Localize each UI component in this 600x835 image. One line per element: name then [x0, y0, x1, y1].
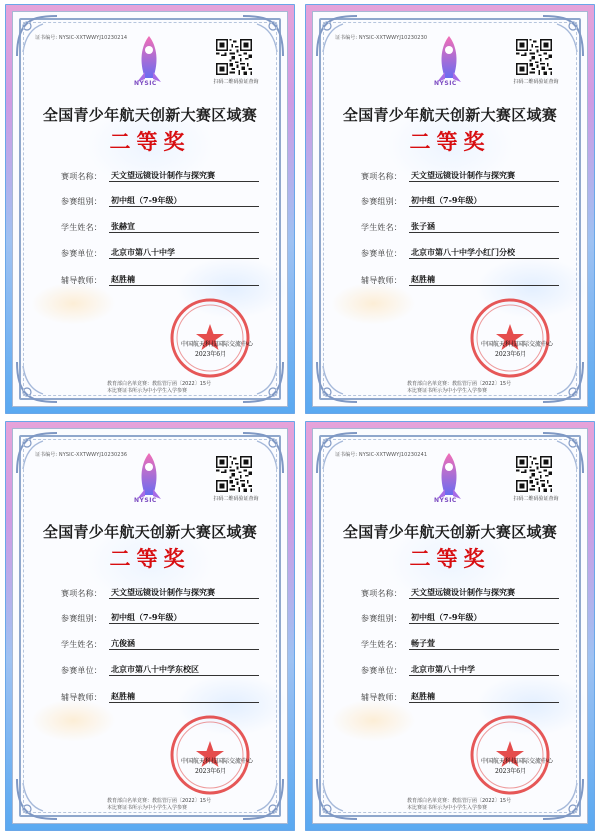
- field-group: [353, 193, 559, 209]
- field-value: 天文望远镜设计制作与探究赛: [411, 587, 515, 597]
- field-underline: [109, 232, 259, 233]
- field-value: 天文望远镜设计制作与探究赛: [111, 170, 215, 180]
- issue-date: 2023年6月: [195, 768, 227, 775]
- field-group: [353, 610, 559, 626]
- official-seal-icon: [168, 296, 252, 380]
- corner-ornament-icon: [15, 777, 59, 821]
- field-value: 畅子萱: [411, 638, 435, 648]
- field-value: 北京市第八十中学: [411, 664, 475, 674]
- field-label: 参赛单位：: [361, 666, 402, 675]
- certificate-serial: 证书编号: NYSIC-XXTWWYJ10230230: [335, 35, 428, 41]
- qr-code-icon[interactable]: [216, 456, 252, 492]
- field-value: 赵胜楠: [411, 274, 435, 284]
- certificate-title: 全国青少年航天创新大赛区域赛: [42, 106, 258, 124]
- corner-ornament-icon: [241, 360, 285, 404]
- certificate-paper: [312, 11, 588, 407]
- issue-date: 2023年6月: [495, 351, 527, 358]
- certificate-title: 全国青少年航天创新大赛区域赛: [342, 106, 558, 124]
- corner-ornament-icon: [541, 431, 585, 475]
- field-student: [53, 636, 259, 652]
- field-value: 初中组（7-9年级）: [411, 195, 482, 205]
- certificate-card-2: [305, 4, 595, 414]
- award-level: 二等奖: [109, 129, 191, 154]
- field-value: 亢俊涵: [111, 638, 135, 648]
- logo-text: NYSIC: [134, 497, 157, 504]
- logo-text: NYSIC: [434, 497, 457, 504]
- award-level: 二等奖: [409, 129, 491, 154]
- corner-ornament-icon: [315, 777, 359, 821]
- footer-line: 本比赛证书所示为中小学生入学参赛: [107, 388, 188, 394]
- corner-ornament-icon: [541, 360, 585, 404]
- field-underline: [109, 258, 259, 259]
- corner-ornament-icon: [315, 360, 359, 404]
- field-label: 赛项名称：: [61, 589, 102, 598]
- field-label: 参赛组别：: [361, 197, 402, 206]
- official-seal-icon: [468, 296, 552, 380]
- field-teacher: [53, 689, 259, 705]
- field-value: 北京市第八十中学东校区: [111, 664, 199, 674]
- field-label: 参赛组别：: [361, 614, 402, 623]
- corner-ornament-icon: [315, 14, 359, 58]
- field-label: 辅导教师：: [361, 276, 402, 285]
- certificate-footer: [407, 381, 547, 395]
- footer-line: 本比赛证书所示为中小学生入学参赛: [107, 805, 188, 811]
- footer-line: 教育部白名单竞赛：教监管厅函〔2022〕15号: [107, 381, 212, 387]
- field-underline: [409, 285, 559, 286]
- field-teacher: [353, 689, 559, 705]
- field-label: 参赛组别：: [61, 197, 102, 206]
- field-school: [53, 662, 259, 678]
- qr-caption: 扫码二维码验证查询: [513, 496, 559, 502]
- corner-ornament-icon: [541, 777, 585, 821]
- certificate-serial: 证书编号: NYSIC-XXTWWYJ10230241: [335, 452, 428, 458]
- field-event: [53, 168, 259, 184]
- award-level: 二等奖: [109, 546, 191, 571]
- certificate-paper: [312, 428, 588, 824]
- corner-ornament-icon: [241, 431, 285, 475]
- field-value: 北京市第八十中学小红门分校: [411, 247, 515, 257]
- certificate-serial: 证书编号: NYSIC-XXTWWYJ10230214: [35, 35, 128, 41]
- field-label: 学生姓名：: [361, 223, 402, 232]
- field-underline: [109, 181, 259, 182]
- qr-code-icon[interactable]: [216, 39, 252, 75]
- issue-date: 2023年6月: [495, 768, 527, 775]
- field-underline: [409, 206, 559, 207]
- nysic-rocket-logo-icon: [429, 449, 469, 505]
- corner-ornament-icon: [15, 14, 59, 58]
- field-event: [353, 585, 559, 601]
- field-value: 赵胜楠: [111, 274, 135, 284]
- corner-ornament-icon: [541, 14, 585, 58]
- qr-code-icon[interactable]: [516, 456, 552, 492]
- field-value: 初中组（7-9年级）: [111, 195, 182, 205]
- footer-line: 本比赛证书所示为中小学生入学参赛: [407, 805, 488, 811]
- field-value: 张子涵: [411, 221, 435, 231]
- field-event: [53, 585, 259, 601]
- field-underline: [109, 598, 259, 599]
- field-teacher: [353, 272, 559, 288]
- field-label: 辅导教师：: [361, 693, 402, 702]
- field-underline: [109, 675, 259, 676]
- field-value: 天文望远镜设计制作与探究赛: [411, 170, 515, 180]
- footer-line: 教育部白名单竞赛：教监管厅函〔2022〕15号: [407, 798, 512, 804]
- official-seal-icon: [168, 713, 252, 797]
- logo-text: NYSIC: [134, 80, 157, 87]
- field-value: 初中组（7-9年级）: [411, 612, 482, 622]
- certificate-serial: 证书编号: NYSIC-XXTWWYJ10230236: [35, 452, 128, 458]
- field-label: 学生姓名：: [61, 223, 102, 232]
- certificate-title: 全国青少年航天创新大赛区域赛: [342, 523, 558, 541]
- corner-ornament-icon: [15, 431, 59, 475]
- field-school: [353, 245, 559, 261]
- field-label: 辅导教师：: [61, 276, 102, 285]
- qr-code-icon[interactable]: [516, 39, 552, 75]
- footer-line: 教育部白名单竞赛：教监管厅函〔2022〕15号: [107, 798, 212, 804]
- nysic-rocket-logo-icon: [129, 449, 169, 505]
- field-label: 参赛单位：: [61, 666, 102, 675]
- field-underline: [409, 675, 559, 676]
- footer-line: 本比赛证书所示为中小学生入学参赛: [407, 388, 488, 394]
- field-label: 学生姓名：: [61, 640, 102, 649]
- issuing-organization: 中国航天科技国际交流中心: [481, 341, 554, 348]
- qr-caption: 扫码二维码验证查询: [513, 79, 559, 85]
- field-label: 参赛单位：: [61, 249, 102, 258]
- issuing-organization: 中国航天科技国际交流中心: [181, 341, 254, 348]
- field-label: 学生姓名：: [361, 640, 402, 649]
- official-seal-icon: [468, 713, 552, 797]
- field-underline: [409, 181, 559, 182]
- field-teacher: [53, 272, 259, 288]
- field-underline: [409, 258, 559, 259]
- certificate-paper: [12, 428, 288, 824]
- certificate-card-3: [5, 421, 295, 831]
- logo-text: NYSIC: [434, 80, 457, 87]
- field-underline: [109, 649, 259, 650]
- field-event: [353, 168, 559, 184]
- certificate-footer: [107, 798, 247, 812]
- field-value: 赵胜楠: [111, 691, 135, 701]
- field-label: 辅导教师：: [61, 693, 102, 702]
- field-student: [353, 636, 559, 652]
- field-student: [353, 219, 559, 235]
- corner-ornament-icon: [315, 431, 359, 475]
- certificate-footer: [107, 381, 247, 395]
- field-group: [53, 610, 259, 626]
- field-underline: [109, 206, 259, 207]
- nysic-rocket-logo-icon: [429, 32, 469, 88]
- field-school: [353, 662, 559, 678]
- certificate-title: 全国青少年航天创新大赛区域赛: [42, 523, 258, 541]
- field-label: 赛项名称：: [361, 172, 402, 181]
- field-value: 赵胜楠: [411, 691, 435, 701]
- field-student: [53, 219, 259, 235]
- corner-ornament-icon: [15, 360, 59, 404]
- field-value: 初中组（7-9年级）: [111, 612, 182, 622]
- field-value: 张赫宣: [111, 221, 135, 231]
- nysic-rocket-logo-icon: [129, 32, 169, 88]
- field-underline: [409, 623, 559, 624]
- field-underline: [109, 623, 259, 624]
- issuing-organization: 中国航天科技国际交流中心: [181, 758, 254, 765]
- certificate-paper: [12, 11, 288, 407]
- field-underline: [409, 598, 559, 599]
- field-label: 参赛组别：: [61, 614, 102, 623]
- qr-caption: 扫码二维码验证查询: [213, 496, 259, 502]
- issuing-organization: 中国航天科技国际交流中心: [481, 758, 554, 765]
- issue-date: 2023年6月: [195, 351, 227, 358]
- field-underline: [109, 285, 259, 286]
- field-label: 赛项名称：: [61, 172, 102, 181]
- certificate-footer: [407, 798, 547, 812]
- footer-line: 教育部白名单竞赛：教监管厅函〔2022〕15号: [407, 381, 512, 387]
- field-group: [53, 193, 259, 209]
- field-value: 北京市第八十中学: [111, 247, 175, 257]
- award-level: 二等奖: [409, 546, 491, 571]
- corner-ornament-icon: [241, 14, 285, 58]
- field-school: [53, 245, 259, 261]
- field-underline: [409, 702, 559, 703]
- field-value: 天文望远镜设计制作与探究赛: [111, 587, 215, 597]
- qr-caption: 扫码二维码验证查询: [213, 79, 259, 85]
- certificate-card-1: [5, 4, 295, 414]
- field-underline: [409, 649, 559, 650]
- field-underline: [109, 702, 259, 703]
- corner-ornament-icon: [241, 777, 285, 821]
- field-underline: [409, 232, 559, 233]
- field-label: 赛项名称：: [361, 589, 402, 598]
- field-label: 参赛单位：: [361, 249, 402, 258]
- certificate-card-4: [305, 421, 595, 831]
